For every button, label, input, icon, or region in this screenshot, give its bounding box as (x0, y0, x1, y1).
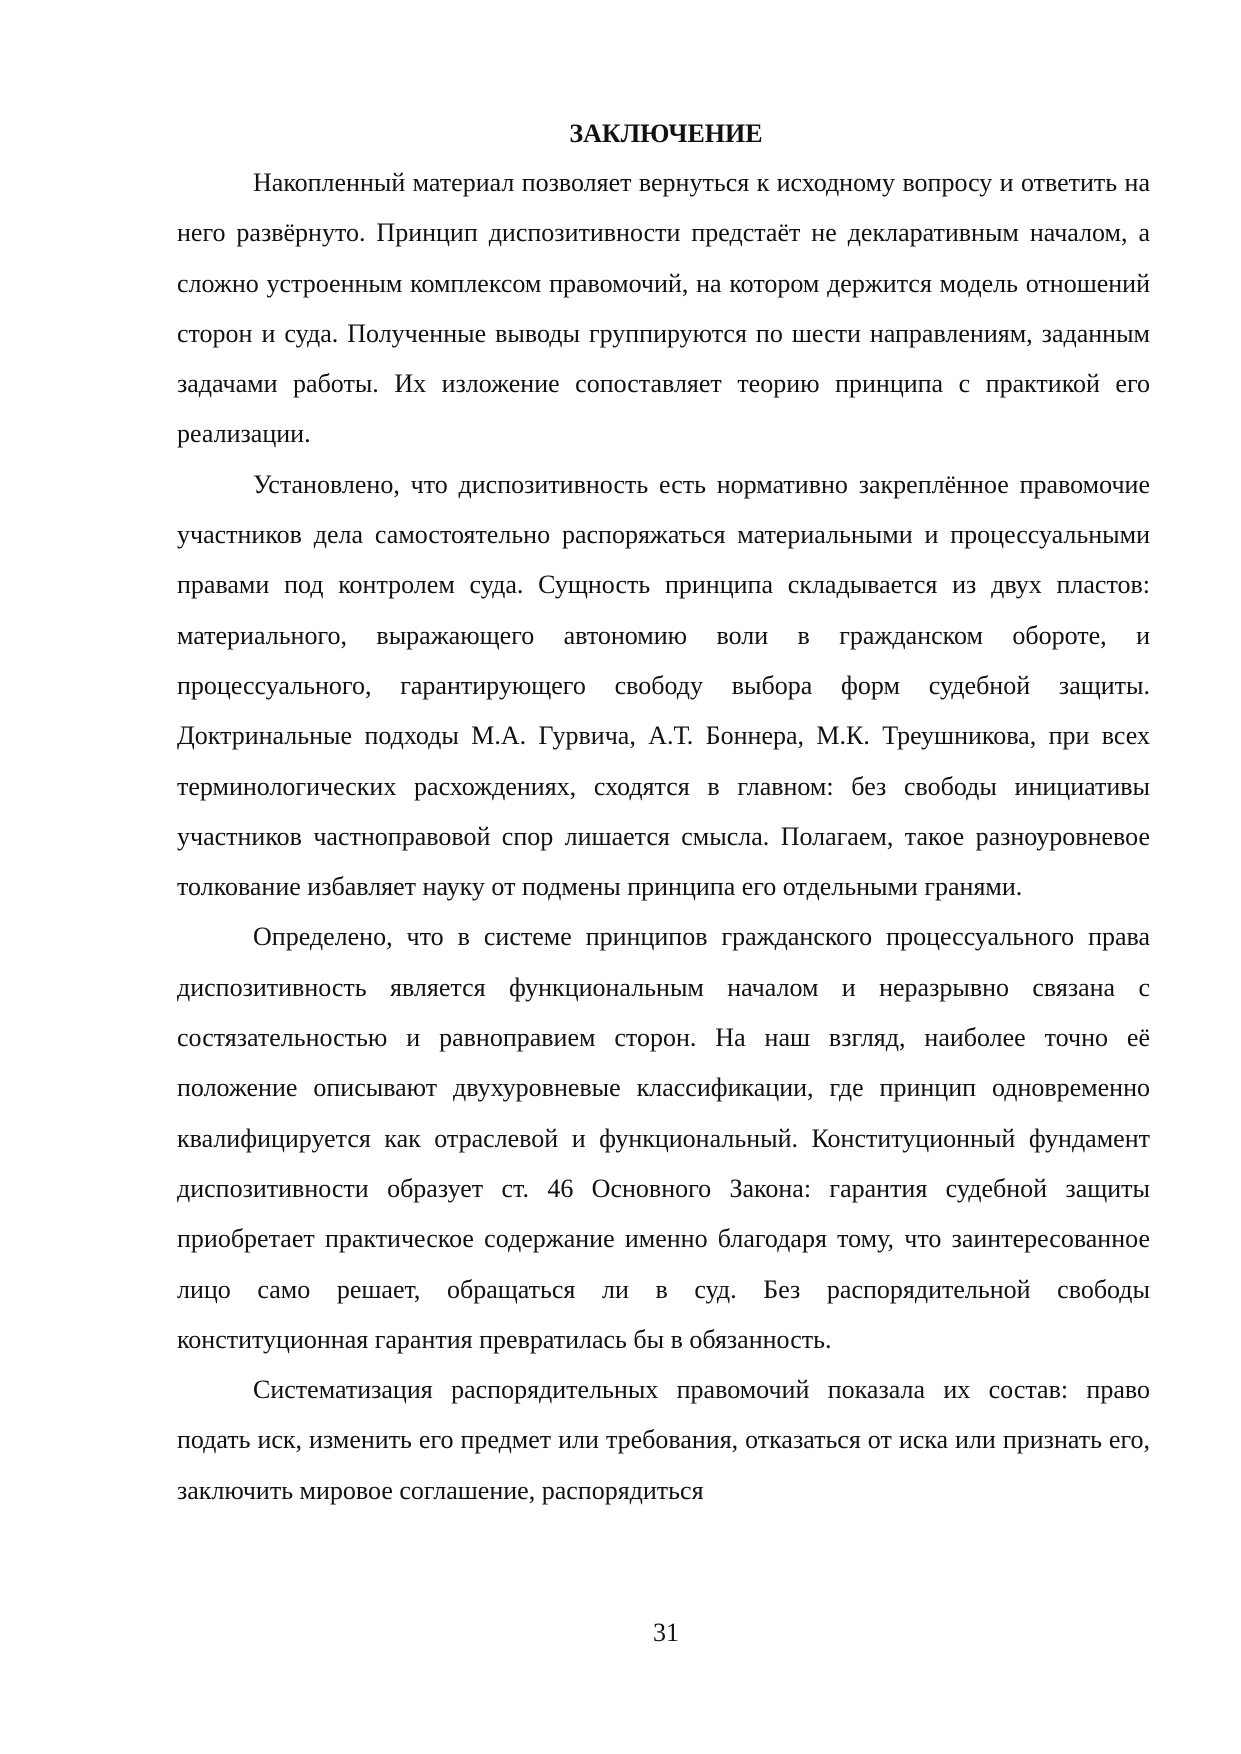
paragraph-1: Накопленный материал позволяет вернуться к исходному вопросу и ответить на него развёрнуто. Принцип диспозитивности предстаёт не декларативным началом, а сложно устроенным комплексом правомочий, на котором держится модель отношений сторон и суда. Полученные выводы группируются по шести направлениям, заданным задачами работы. Их изложение сопоставляет теорию принципа с практикой его реализации. (177, 168, 1150, 449)
document-body (177, 158, 1150, 1516)
page-number: 31 (653, 1618, 679, 1647)
paragraph-2: Установлено, что диспозитивность есть нормативно закреплённое правомочие участников дела самостоятельно распоряжаться материальными и процессуальными правами под контролем суда. Сущность принципа складывается из двух пластов: материального, выражающего автономию воли в гражданском обороте, и процессуального, гарантирующего свободу выбора форм судебной защиты. Доктринальные подходы М.А. Гурвича, А.Т. Боннера, М.К. Треушникова, при всех терминологических расхождениях, сходятся в главном: без свободы инициативы участников частноправовой спор лишается смысла. Полагаем, такое разноуровневое толкование избавляет науку от подмены принципа его отдельными гранями. (177, 469, 1150, 902)
page-title: ЗАКЛЮЧЕНИЕ (569, 119, 763, 148)
paragraph-3: Определено, что в системе принципов гражданского процессуального права диспозитивность является функциональным началом и неразрывно связана с состязательностью и равноправием сторон. На наш взгляд, наиболее точно её положение описывают двухуровневые классификации, где принцип одновременно квалифицируется как отраслевой и функциональный. Конституционный фундамент диспозитивности образует ст. 46 Основного Закона: гарантия судебной защиты приобретает практическое содержание именно благодаря тому, что заинтересованное лицо само решает, обращаться ли в суд. Без распорядительной свободы конституционная гарантия превратилась бы в обязанность. (177, 922, 1150, 1354)
paragraph-4: Систематизация распорядительных правомочий показала их состав: право подать иск, изменить его предмет или требования, отказаться от иска или признать его, заключить мировое соглашение, распорядиться (177, 1375, 1150, 1505)
